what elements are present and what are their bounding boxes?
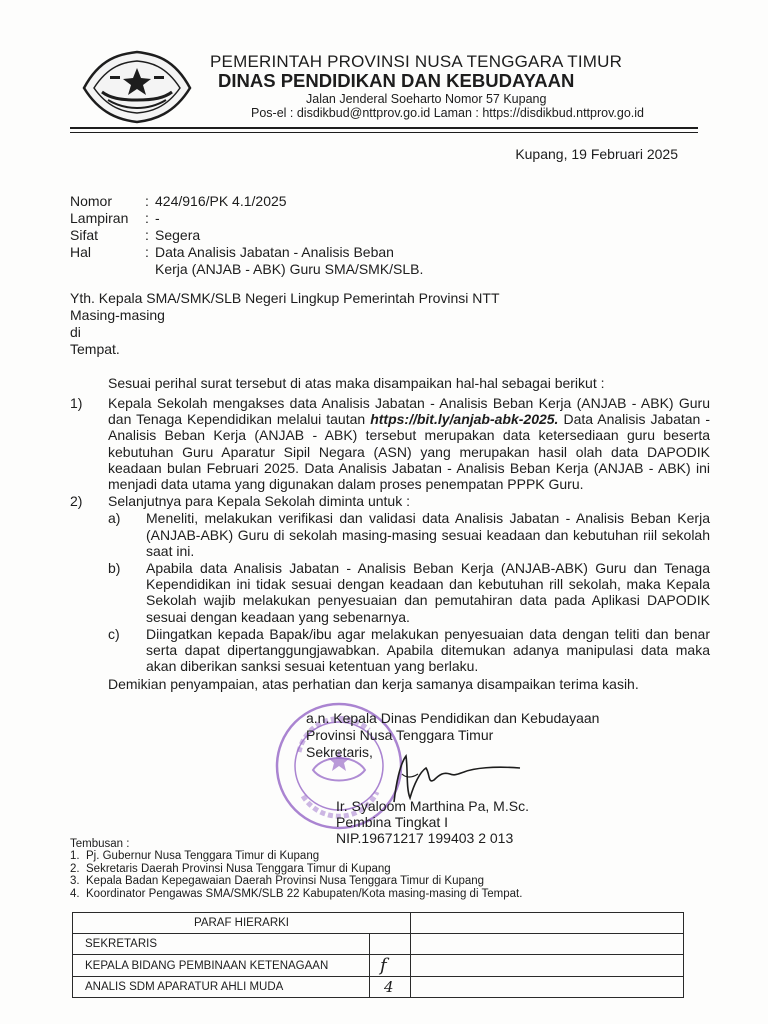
recipient-line: di	[70, 324, 81, 340]
recipient	[70, 290, 500, 358]
paraf-header-row	[73, 913, 684, 934]
letterhead-address: Jalan Jenderal Soeharto Nomor 57 Kupang	[306, 92, 547, 106]
signature-line: a.n. Kepala Dinas Pendidikan dan Kebudayaan	[306, 710, 600, 726]
meta-sifat: Sifat : Segera	[70, 227, 201, 243]
paraf-table	[72, 912, 684, 998]
tembusan-item: 4. Koordinator Pengawas SMA/SMK/SLB 22 Kabupaten/Kota masing-masing di Tempat.	[70, 887, 523, 900]
province-logo	[80, 48, 194, 124]
letterhead-government: PEMERINTAH PROVINSI NUSA TENGGARA TIMUR	[210, 52, 623, 71]
recipient-line: Masing-masing	[70, 307, 165, 323]
paraf-initial: f	[370, 955, 411, 977]
recipient-line: Tempat.	[70, 341, 120, 357]
paraf-label: SEKRETARIS	[73, 934, 370, 955]
point-1	[70, 395, 710, 492]
meta-hal-value-1: Data Analisis Jabatan - Analisis Beban	[155, 244, 394, 260]
meta-nomor: Nomor : 424/916/PK 4.1/2025	[70, 193, 287, 209]
paraf-label: ANALIS SDM APARATUR AHLI MUDA	[73, 977, 370, 998]
point-number: 2)	[70, 493, 83, 510]
sub-point-b: b) Apabila data Analisis Jabatan - Analisis Beban Kerja (ANJAB-ABK) Guru dan Tenaga Kependidikan ini tidak sesuai dengan keadaan dan kebutuhan rill sekolah, maka Kepala Sekolah wajib melakukan penyesuaian dan pemutahiran data pada Aplikasi DAPODIK sesuai dengan keadaan yang sebenarnya.	[108, 560, 710, 625]
tembusan-item: 2. Sekretaris Daerah Provinsi Nusa Tenggara Timur di Kupang	[70, 862, 391, 875]
sub-point-c: c) Diingatkan kepada Bapak/ibu agar melakukan penyesuaian data dengan teliti dan benar serta dapat dipertanggungjawabkan. Apabila ditemukan adanya manipulasi data maka akan diberikan sanksi sesuai ketentuan yang berlaku.	[108, 625, 710, 675]
paraf-header: PARAF HIERARKI	[73, 913, 411, 934]
meta-nomor-value: 424/916/PK 4.1/2025	[155, 193, 287, 209]
tembusan-item: 1. Pj. Gubernur Nusa Tenggara Timur di Kupang	[70, 850, 320, 863]
signature-line: Sekretaris,	[306, 744, 373, 760]
meta-hal: Hal : Data Analisis Jabatan - Analisis Beban	[70, 244, 394, 260]
meta-lampiran: Lampiran : -	[70, 210, 160, 226]
tembusan	[70, 838, 522, 900]
letterhead-agency: DINAS PENDIDIKAN DAN KEBUDAYAAN	[218, 70, 575, 91]
letter-meta	[70, 193, 423, 278]
meta-sifat-value: Segera	[155, 227, 201, 243]
tembusan-title: Tembusan :	[70, 838, 130, 850]
point-2	[70, 493, 710, 674]
signatory-rank: Pembina Tingkat I	[336, 814, 449, 830]
tembusan-item: 3. Kepala Badan Kepegawaian Daerah Provinsi Nusa Tenggara Timur di Kupang	[70, 875, 485, 888]
opening-paragraph: Sesuai perihal surat tersebut di atas maka disampaikan hal-hal sebagai berikut :	[108, 375, 605, 391]
form-link[interactable]: https://bit.ly/anjab-abk-2025.	[370, 411, 559, 428]
point-text: Selanjutnya para Kepala Sekolah diminta untuk : a) Meneliti, melakukan verifikasi dan validasi data Analisis Jabatan - Analisis Beban Kerja (ANJAB-ABK) Guru di sekolah masing-masing sesuai keadaan dan kebutuhan riil sekolah saat ini. b) Apabila data Analisis Jabatan - Analisis Beban Kerja (ANJAB-ABK) Guru dan Tenaga Kependidikan ini tidak sesuai dengan keadaan dan kebutuhan rill sekolah, maka Kepala Sekolah wajib melakukan penyesuaian dan pemutahiran data pada Aplikasi DAPODIK sesuai dengan keadaan yang sebenarnya. c) Diingatkan kepada Bapak/ibu agar melakukan penyesuaian data dengan teliti dan benar serta dapat dipertanggungjawabkan. Apabila ditemukan adanya manipulasi data maka akan diberikan sanksi sesuai ketentuan yang berlaku.	[108, 493, 710, 675]
sub-point-a: a) Meneliti, melakukan verifikasi dan validasi data Analisis Jabatan - Analisis Beban Kerja (ANJAB-ABK) Guru di sekolah masing-masing sesuai keadaan dan kebutuhan riil sekolah saat ini.	[108, 510, 710, 559]
paraf-label: KEPALA BIDANG PEMBINAAN KETENAGAAN	[73, 955, 370, 977]
letterhead-rule-thick	[70, 127, 698, 129]
paraf-initial: 4	[370, 977, 411, 998]
meta-lampiran-value: -	[155, 210, 160, 226]
recipient-line: Yth. Kepala SMA/SMK/SLB Negeri Lingkup Pemerintah Provinsi NTT	[70, 290, 500, 306]
paraf-row	[73, 955, 684, 977]
meta-hal-value-2: Kerja (ANJAB - ABK) Guru SMA/SMK/SLB.	[155, 261, 424, 277]
letter-date: Kupang, 19 Februari 2025	[515, 146, 678, 162]
signature-line: Provinsi Nusa Tenggara Timur	[306, 727, 494, 743]
letterhead-contact: Pos-el : disdikbud@nttprov.go.id Laman : https://disdikbud.nttprov.go.id	[251, 106, 644, 120]
closing-paragraph: Demikian penyampaian, atas perhatian dan kerja samanya disampaikan terima kasih.	[108, 676, 639, 692]
signatory-name: Ir. Syaloom Marthina Pa, M.Sc.	[336, 798, 529, 814]
paraf-initial	[370, 934, 411, 955]
paraf-row	[73, 977, 684, 998]
signatory-nip: NIP.19671217 199403 2 013	[336, 830, 514, 846]
point-text: Kepala Sekolah mengakses data Analisis Jabatan - Analisis Beban Kerja (ANJAB - ABK) Guru dan Tenaga Kependidikan melalui tautan https://bit.ly/anjab-abk-2025. Data Analisis Jabatan - Analisis Beban Kerja (ANJAB - ABK) tersebut merupakan data ketersediaan guru beserta kebutuhan Guru Aparatur Sipil Negara (ASN) yang merupakan hasil olah data DAPODIK keadaan bulan Februari 2025. Data Analisis Jabatan - Analisis Beban Kerja (ANJAB - ABK) ini menjadi data utama yang digunakan dalam proses penempatan PPPK Guru.	[108, 395, 710, 493]
paraf-row	[73, 934, 684, 955]
letter-body	[70, 395, 710, 675]
paraf-blank	[411, 913, 684, 934]
point-number: 1)	[70, 395, 83, 411]
letterhead-rule-thin	[70, 132, 698, 133]
